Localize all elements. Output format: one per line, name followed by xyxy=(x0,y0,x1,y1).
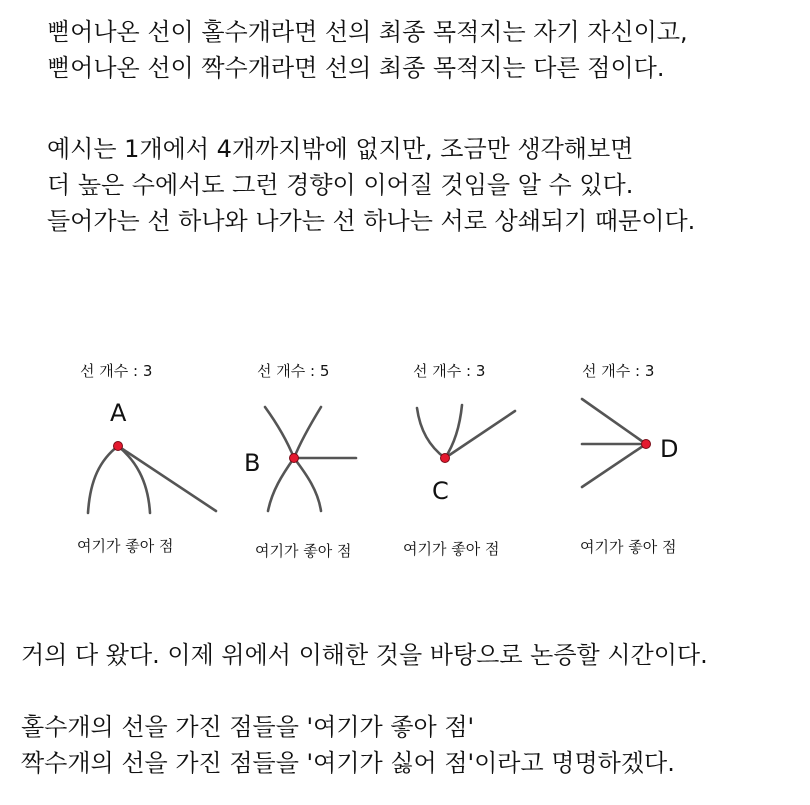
diagram-c xyxy=(380,355,560,565)
diagram-d xyxy=(560,355,740,565)
point-label: D xyxy=(660,435,679,463)
point-label: A xyxy=(110,399,127,427)
explanation-line-3: 들어가는 선 하나와 나가는 선 하나는 서로 상쇄되기 때문이다. xyxy=(47,207,696,235)
explanation-paragraph xyxy=(47,131,695,239)
conclusion-paragraph xyxy=(21,637,708,673)
diagram-a xyxy=(40,355,220,565)
line-count-label: 선 개수 : 3 xyxy=(582,362,655,380)
line-curve xyxy=(417,408,445,458)
line-straight xyxy=(582,399,646,444)
naming-paragraph xyxy=(21,709,675,781)
intro-line-2: 뻗어나온 선이 짝수개라면 선의 최종 목적지는 다른 점이다. xyxy=(47,54,665,82)
diagram-b-lines xyxy=(220,355,400,515)
point-dot xyxy=(290,454,299,463)
line-count-label: 선 개수 : 3 xyxy=(413,362,486,380)
point-caption: 여기가 좋아 점 xyxy=(77,537,174,555)
naming-line-1: 홀수개의 선을 가진 점들을 '여기가 좋아 점' xyxy=(21,713,475,741)
line-curve xyxy=(265,407,294,458)
line-curve xyxy=(294,407,321,458)
line-straight xyxy=(118,446,216,511)
line-curve xyxy=(445,405,462,458)
line-count-label: 선 개수 : 3 xyxy=(80,362,153,380)
explanation-line-1: 예시는 1개에서 4개까지밖에 없지만, 조금만 생각해보면 xyxy=(47,135,634,163)
conclusion-line-1: 거의 다 왔다. 이제 위에서 이해한 것을 바탕으로 논증할 시간이다. xyxy=(21,641,708,669)
diagram-d-lines xyxy=(560,355,740,515)
intro-paragraph xyxy=(47,14,688,86)
diagram-a-lines xyxy=(40,355,220,515)
diagram-c-lines xyxy=(380,355,560,515)
explanation-line-2: 더 높은 수에서도 그런 경향이 이어질 것임을 알 수 있다. xyxy=(47,171,634,199)
point-label: B xyxy=(244,449,261,477)
point-caption: 여기가 좋아 점 xyxy=(255,542,352,560)
point-caption: 여기가 좋아 점 xyxy=(580,538,677,556)
line-straight xyxy=(582,444,646,487)
line-curve xyxy=(268,458,294,511)
line-curve xyxy=(88,446,118,513)
point-dot xyxy=(441,454,450,463)
naming-line-2: 짝수개의 선을 가진 점들을 '여기가 싫어 점'이라고 명명하겠다. xyxy=(21,749,675,777)
point-dot xyxy=(114,442,123,451)
point-caption: 여기가 좋아 점 xyxy=(403,540,500,558)
intro-line-1: 뻗어나온 선이 홀수개라면 선의 최종 목적지는 자기 자신이고, xyxy=(47,18,688,46)
diagram-b xyxy=(220,355,400,565)
line-curve xyxy=(294,458,321,511)
point-label: C xyxy=(432,477,449,505)
point-dot xyxy=(642,440,651,449)
line-count-label: 선 개수 : 5 xyxy=(257,362,330,380)
